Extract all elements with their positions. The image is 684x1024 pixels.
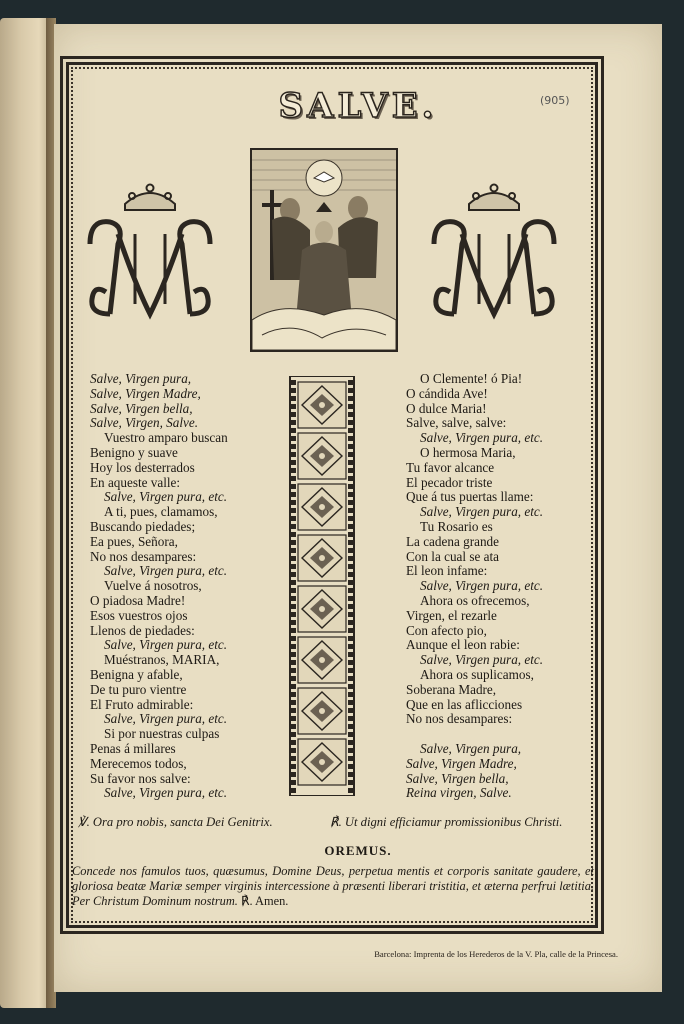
verse-line: Salve, Virgen pura, etc.	[104, 711, 228, 727]
verse-line: En aqueste valle:	[90, 474, 181, 490]
verse-line: Merecemos todos,	[90, 755, 187, 771]
verse-line: Reina virgen, Salve.	[406, 785, 512, 801]
response: ℟. Ut digni efficiamur promissionibus Christi.	[330, 815, 563, 829]
ornamental-column-icon	[288, 376, 356, 796]
verse-line: No nos desampares:	[90, 548, 197, 564]
verse-line: Hoy los desterrados	[90, 459, 195, 475]
verse-line: O cándida Ave!	[406, 385, 488, 401]
page-title: SALVE.	[278, 86, 438, 126]
verse-column-right	[406, 372, 543, 801]
verse-line: Que en las aflicciones	[406, 696, 523, 712]
verse-line: Ea pues, Señora,	[90, 533, 178, 549]
verse-line: Salve, Virgen Madre,	[406, 755, 517, 771]
verse-line: Salve, Virgen pura, etc.	[420, 430, 544, 446]
verse-line: El Fruto admirable:	[90, 696, 194, 712]
verse-line: Benigna y afable,	[90, 666, 183, 682]
verse-line: Tu Rosario es	[420, 518, 493, 534]
verse-line: De tu puro vientre	[90, 681, 187, 697]
prayer-amen: ℟. Amen.	[241, 894, 289, 908]
verse-line: Buscando piedades;	[90, 518, 196, 534]
verse-line: No nos desampares:	[406, 711, 513, 727]
verse-line: Salve, Virgen pura, etc.	[420, 504, 544, 520]
verse-line: O piadosa Madre!	[90, 592, 186, 608]
verse-line: Con la cual se ata	[406, 548, 500, 564]
page	[54, 24, 662, 992]
catalog-note: (905)	[540, 94, 570, 107]
verse-line: Salve, Virgen pura, etc.	[104, 785, 228, 801]
verse-line: Muéstranos, MARIA,	[104, 652, 220, 668]
verse-line: El pecador triste	[406, 474, 493, 490]
printer-imprint: Barcelona: Imprenta de los Herederos de la V. Pla, calle de la Princesa.	[374, 949, 618, 959]
verse-line: Con afecto pio,	[406, 622, 487, 638]
verse-line: Aunque el leon rabie:	[406, 637, 520, 653]
verse-line: Tu favor alcance	[406, 459, 495, 475]
verse-line: Salve, Virgen pura, etc.	[104, 637, 228, 653]
verse-line: Penas á millares	[90, 740, 176, 756]
verse-line: Que á tus puertas llame:	[406, 489, 534, 505]
verse-line: Salve, Virgen pura, etc.	[420, 578, 544, 594]
crowned-monogram-right-icon	[424, 174, 564, 324]
verse-line: Vuestro amparo buscan	[104, 430, 228, 446]
verse-line: Salve, Virgen bella,	[90, 400, 193, 416]
verse-line: Salve, Virgen pura, etc.	[104, 563, 228, 579]
verse-line: O dulce Maria!	[406, 400, 487, 416]
versicle: ℣. Ora pro nobis, sancta Dei Genitrix.	[78, 815, 273, 829]
verse-line: O hermosa Maria,	[420, 444, 516, 460]
verse-line: Ahora os ofrecemos,	[420, 592, 530, 608]
oremus-heading: OREMUS.	[324, 843, 392, 858]
verse-line: Virgen, el rezarle	[406, 607, 497, 623]
verse-line: Salve, Virgen pura,	[420, 740, 522, 756]
verse-line: Si por nuestras culpas	[104, 726, 220, 742]
verse-line: Salve, Virgen pura,	[90, 371, 192, 386]
verse-line: Salve, Virgen, Salve.	[90, 415, 199, 431]
verse-line: Su favor nos salve:	[90, 770, 191, 786]
verse-line: Soberana Madre,	[406, 681, 497, 697]
verse-line: Salve, Virgen bella,	[406, 770, 509, 786]
verse-line: El leon infame:	[406, 563, 488, 579]
prayer-body: Concede nos famulos tuos, quæsumus, Domine Deus, perpetua mentis et corporis sanitate gaudere, et gloriosa beatæ Mariæ semper virginis intercessione à præsenti liberari tristitia, et æterna perfrui lætitia. Per Christum Dominum nostrum.	[72, 864, 594, 908]
verse-line: Benigno y suave	[90, 444, 178, 460]
verse-line: Salve, Virgen pura, etc.	[420, 652, 544, 668]
verse-column-left	[90, 372, 228, 801]
verse-line: Salve, Virgen pura, etc.	[104, 489, 228, 505]
verse-line: O Clemente! ó Pia!	[420, 371, 523, 386]
prayer-text	[72, 864, 594, 909]
left-page-edge	[0, 18, 52, 1008]
verse-line: Salve, salve, salve:	[406, 415, 507, 431]
verse-line: La cadena grande	[406, 533, 499, 549]
verse-line	[406, 727, 543, 742]
coronation-engraving	[250, 148, 398, 352]
verse-line: Esos vuestros ojos	[90, 607, 188, 623]
verse-line: Llenos de piedades:	[90, 622, 195, 638]
verse-line: Vuelve á nosotros,	[104, 578, 202, 594]
verse-line: A ti, pues, clamamos,	[104, 504, 218, 520]
crowned-monogram-left-icon	[80, 174, 220, 324]
verse-line: Salve, Virgen Madre,	[90, 385, 201, 401]
verse-line: Ahora os suplicamos,	[420, 666, 534, 682]
